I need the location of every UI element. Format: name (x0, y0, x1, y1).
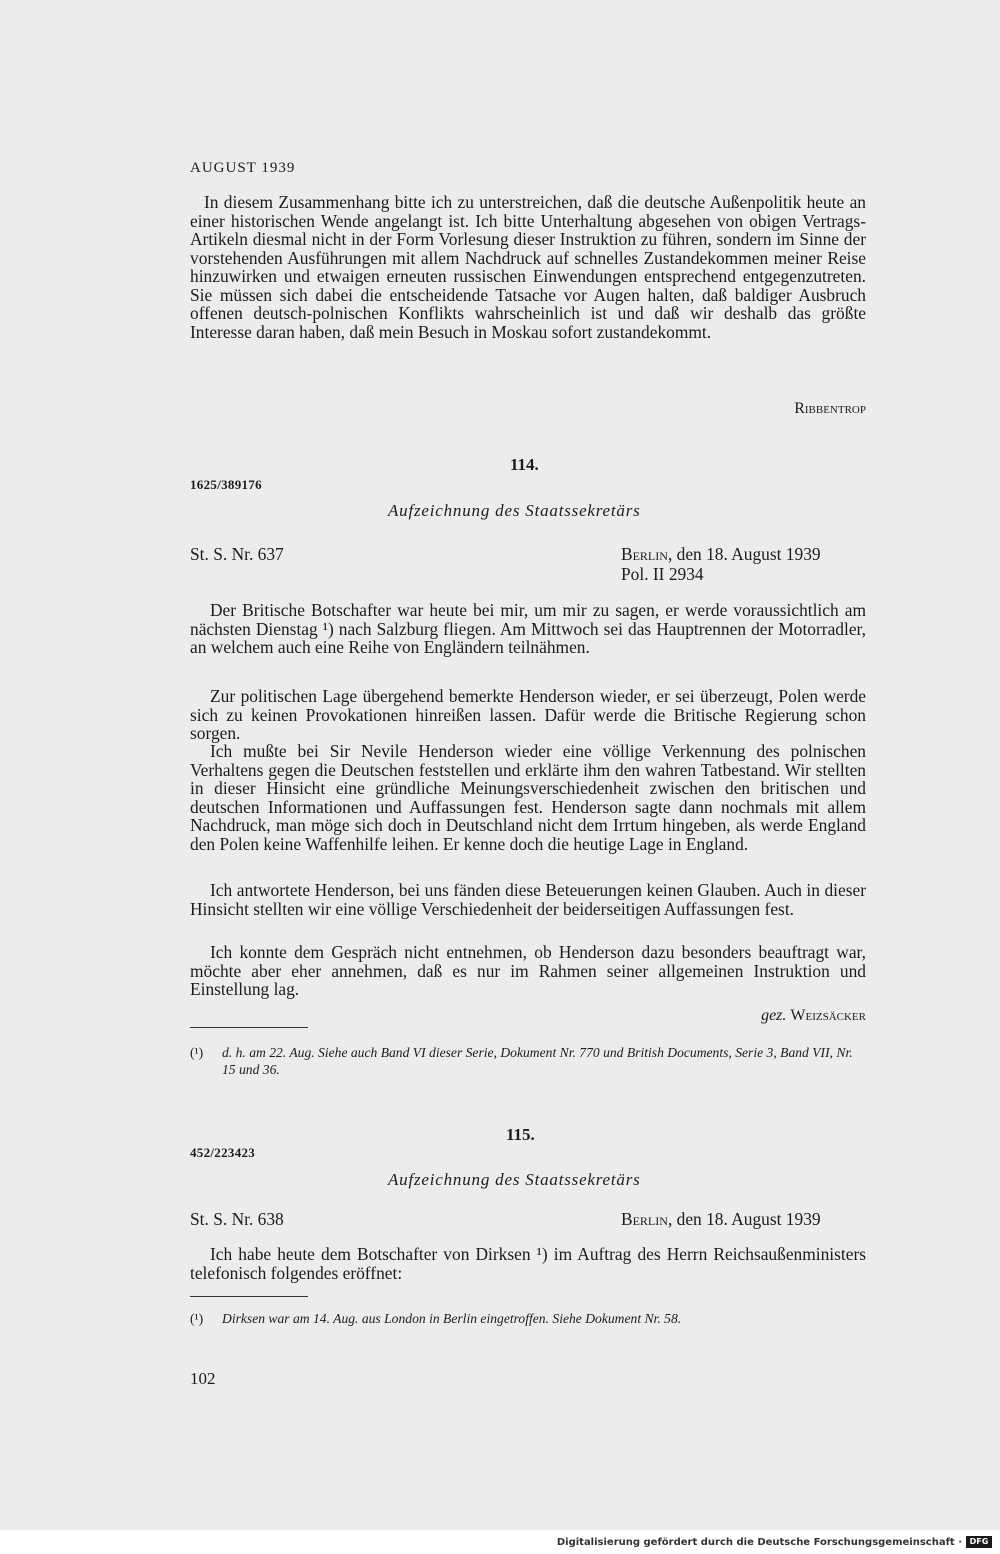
doc-115-paragraph: Ich habe heute dem Botschafter von Dirksen ¹) im Auftrag des Herrn Reichsaußenministers telefonisch folgendes eröffnet: (190, 1244, 866, 1283)
dfg-logo-icon: DFG (966, 1536, 992, 1548)
footnote-text: Dirksen war am 14. Aug. aus London in Berlin eingetroffen. Siehe Dokument Nr. 58. (222, 1311, 682, 1326)
signature-prefix: gez. (761, 1007, 787, 1024)
doc-115-title: Aufzeichnung des Staatssekretärs (388, 1170, 641, 1189)
doc-115-ref-left: St. S. Nr. 638 (190, 1209, 284, 1229)
doc-115-place: Berlin (621, 1209, 668, 1229)
doc-114-paragraph: Zur politischen Lage übergehend bemerkte Henderson wieder, er sei überzeugt, Polen werde sich zu keinen Provokationen hinreißen lassen. Dafür werde die Britische Regierung schon sorgen. (190, 686, 866, 743)
doc-115-number: 115. (506, 1125, 535, 1144)
doc-114-film-ref: 1625/389176 (190, 477, 262, 492)
doc-115-footnote (190, 1310, 866, 1328)
doc-114-place: Berlin (621, 544, 668, 564)
signature-name: Weizsäcker (790, 1007, 866, 1024)
footnote-mark: (¹) (190, 1311, 204, 1326)
doc-114-date: , den 18. August 1939 (667, 544, 821, 564)
doc-114-paragraph: Ich mußte bei Sir Nevile Henderson wieder eine völlige Verkennung des polnischen Verhaltens gegen die Deutschen feststellen und erklärte ihm den wahren Tatbestand. Wir stellten in dieser Hinsicht eine gründliche Meinungsverschiedenheit zwischen den britischen und deutschen Informationen und Auffassungen fest. Henderson sagte dann nochmals mit allem Nachdruck, man möge sich doch in Deutschland nicht dem Irrtum hingeben, als werde England den Polen keine Waffenhilfe leihen. Er kenne doch die heutige Lage in England. (190, 741, 866, 854)
prev-doc-paragraph: In diesem Zusammenhang bitte ich zu unterstreichen, daß die deutsche Außenpolitik heute an einer historischen Wende angelangt ist. Ich bitte Unterhaltung abgesehen von obigen Vertrags-Artikeln diesmal nicht in der Form Vorlesung dieser Instruktion zu führen, sondern im Sinne der vorstehenden Ausführungen mit allem Nachdruck auf schnelles Zustandekommen meiner Reise hinzuwirken und etwaigen erneuten russischen Einwendungen entsprechend entgegenzutreten. Sie müssen sich dabei die entscheidende Tatsache vor Augen halten, daß baldiger Ausbruch offenen deutsch-polnischen Konflikts wahrscheinlich ist und daß wir deshalb das größte Interesse daran haben, daß mein Besuch in Moskau sofort zustandekommt. (190, 192, 866, 342)
doc-114-paragraph: Ich antwortete Henderson, bei uns fänden diese Beteuerungen keinen Glauben. Auch in dieser Hinsicht stellten wir eine völlige Verschiedenheit der beiderseitigen Auffassungen fest. (190, 880, 866, 919)
footnote-rule (190, 1027, 308, 1028)
doc-114-paragraph: Ich konnte dem Gespräch nicht entnehmen, ob Henderson dazu besonders beauftragt war, möchte aber eher annehmen, daß es nur im Rahmen seiner allgemeinen Instruktion und Einstellung lag. (190, 942, 866, 999)
doc-114-ref-left: St. S. Nr. 637 (190, 544, 284, 564)
doc-114-paragraph: Der Britische Botschafter war heute bei mir, um mir zu sagen, er werde voraussichtlich am nächsten Dienstag ¹) nach Salzburg fliegen. Am Mittwoch sei das Hauptrennen der Motorradler, an welchem auch eine Reihe von Engländern teilnähmen. (190, 600, 866, 657)
footer-credit: Digitalisierung gefördert durch die Deutsche Forschungsgemeinschaft · (556, 1537, 962, 1548)
footnote-rule (190, 1296, 308, 1297)
footnote-text: d. h. am 22. Aug. Siehe auch Band VI dieser Serie, Dokument Nr. 770 und British Documents, Serie 3, Band VII, Nr. 15 und 36. (222, 1045, 853, 1077)
doc-114-number: 114. (510, 455, 539, 474)
doc-115-dateline (621, 1209, 821, 1230)
page-number: 102 (190, 1369, 216, 1388)
doc-114-dateline (621, 544, 821, 565)
doc-114-signature (761, 1007, 866, 1025)
doc-115-film-ref: 452/223423 (190, 1145, 256, 1160)
doc-115-date: , den 18. August 1939 (667, 1209, 821, 1229)
doc-114-ref-right: Pol. II 2934 (621, 564, 704, 584)
prev-doc-signature: Ribbentrop (794, 400, 866, 417)
doc-114-title: Aufzeichnung des Staatssekretärs (388, 501, 641, 520)
footnote-mark: (¹) (190, 1045, 204, 1060)
running-head: AUGUST 1939 (190, 160, 296, 176)
doc-114-footnote (190, 1044, 866, 1078)
